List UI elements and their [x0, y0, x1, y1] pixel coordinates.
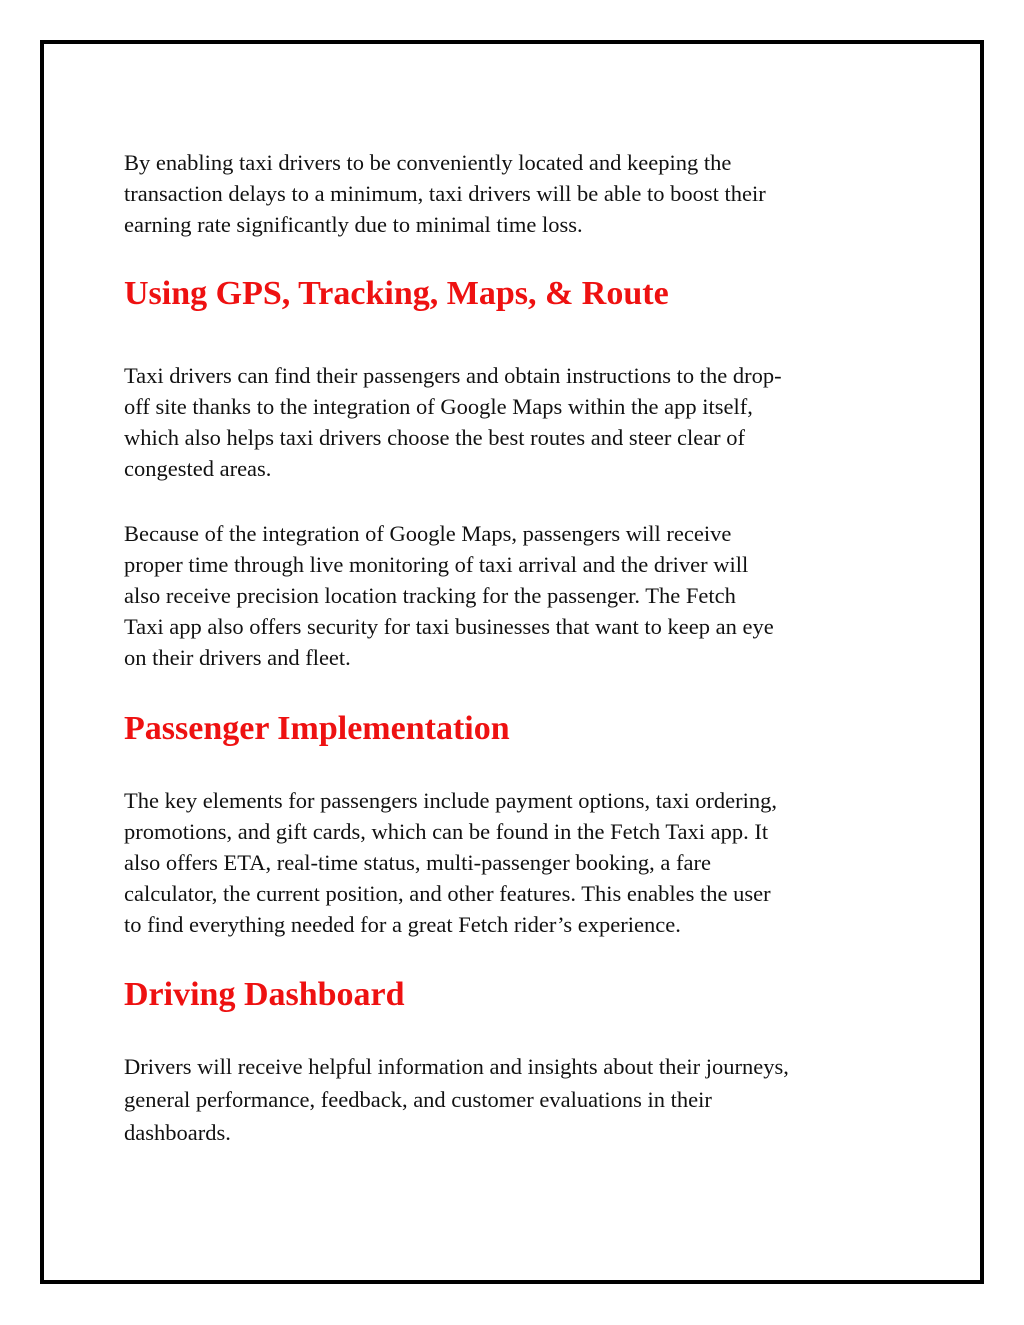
section-heading-passenger: Passenger Implementation: [124, 710, 510, 747]
text-line: on their drivers and fleet.: [124, 645, 351, 670]
text-line: to find everything needed for a great Fetch rider’s experience.: [124, 912, 681, 937]
text-line: earning rate significantly due to minimal time loss.: [124, 212, 583, 237]
text-line: also offers ETA, real-time status, multi-passenger booking, a fare: [124, 850, 711, 875]
section-heading-gps: Using GPS, Tracking, Maps, & Route: [124, 275, 669, 312]
dashboard-paragraph: [124, 1050, 924, 1149]
text-line: calculator, the current position, and other features. This enables the user: [124, 881, 771, 906]
intro-paragraph: [124, 147, 924, 240]
text-line: off site thanks to the integration of Google Maps within the app itself,: [124, 394, 753, 419]
section-heading-dashboard: Driving Dashboard: [124, 976, 405, 1013]
gps-paragraph-1: [124, 360, 924, 484]
text-line: dashboards.: [124, 1120, 231, 1145]
text-line: Drivers will receive helpful information and insights about their journeys,: [124, 1054, 789, 1079]
text-line: congested areas.: [124, 456, 272, 481]
text-line: transaction delays to a minimum, taxi drivers will be able to boost their: [124, 181, 766, 206]
gps-paragraph-2: [124, 518, 924, 673]
passenger-paragraph: [124, 785, 924, 940]
text-line: which also helps taxi drivers choose the best routes and steer clear of: [124, 425, 746, 450]
text-line: Taxi drivers can find their passengers and obtain instructions to the drop-: [124, 363, 782, 388]
text-line: proper time through live monitoring of taxi arrival and the driver will: [124, 552, 749, 577]
text-line: also receive precision location tracking for the passenger. The Fetch: [124, 583, 736, 608]
text-line: The key elements for passengers include payment options, taxi ordering,: [124, 788, 777, 813]
text-line: Because of the integration of Google Maps, passengers will receive: [124, 521, 732, 546]
text-line: general performance, feedback, and customer evaluations in their: [124, 1087, 712, 1112]
text-line: By enabling taxi drivers to be conveniently located and keeping the: [124, 150, 732, 175]
document-page: [40, 40, 984, 1284]
text-line: Taxi app also offers security for taxi businesses that want to keep an eye: [124, 614, 774, 639]
text-line: promotions, and gift cards, which can be found in the Fetch Taxi app. It: [124, 819, 769, 844]
